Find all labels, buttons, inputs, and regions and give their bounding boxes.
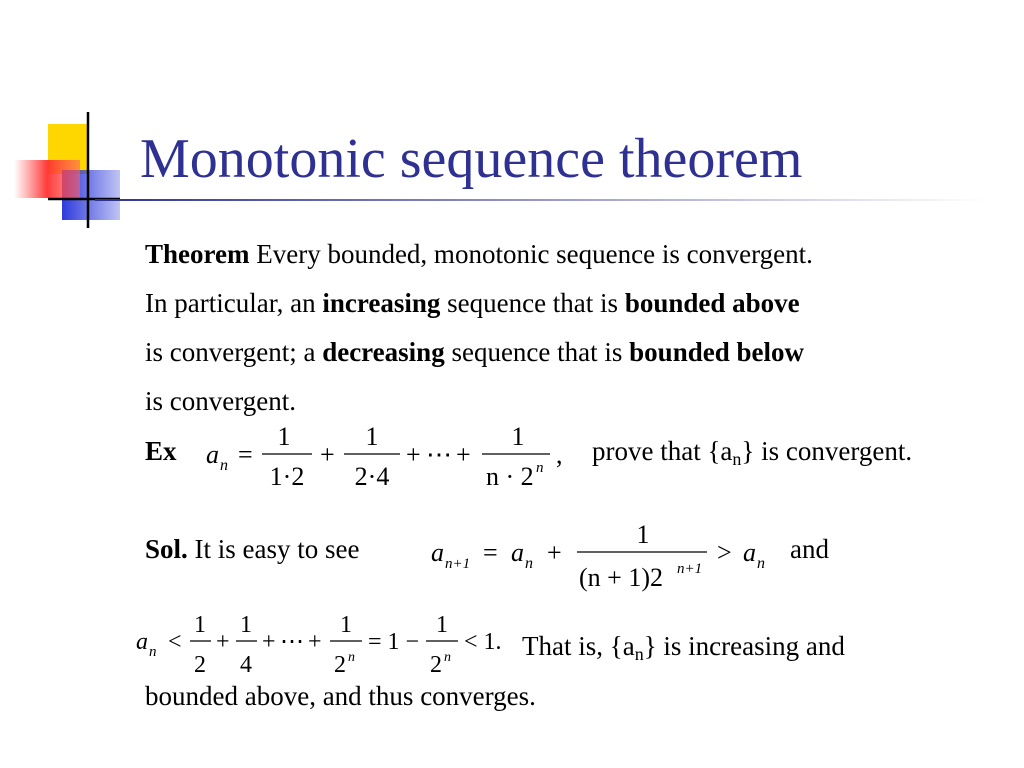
bound-f4-den: 2 (430, 652, 442, 678)
rec-frac-num: 1 (636, 520, 650, 549)
bound-plus-1: + (216, 629, 230, 655)
bound-f3-den: 2 (334, 652, 346, 678)
eq-plus-2: + (406, 440, 421, 469)
theorem-line-2-text: In particular, an (145, 288, 323, 318)
frac1-den: 1·2 (269, 462, 305, 491)
title-underline (95, 199, 985, 201)
rec-rhs-a: a (743, 538, 756, 567)
keyword-decreasing: decreasing (322, 337, 445, 367)
bound-f3-exp: n (348, 650, 355, 665)
eq-plus-3: + (456, 440, 471, 469)
bound-ellipsis: ⋯ (280, 629, 304, 655)
deco-red-bar (14, 160, 80, 198)
eq-ellipsis: ⋯ (426, 440, 452, 469)
theorem-line-4: is convergent. (145, 386, 296, 416)
bound-plus-3: + (308, 629, 322, 655)
bound-one-minus: = 1 − (368, 629, 420, 655)
bound-f4-exp: n (444, 650, 451, 665)
example-label: Ex (145, 436, 177, 466)
eq-a-sub: n (220, 457, 228, 474)
eq-equals: = (238, 440, 253, 469)
rec-an-sub: n (525, 555, 533, 572)
rec-frac-den: (n + 1)2 (579, 563, 663, 592)
keyword-bounded-below: bounded below (629, 337, 804, 367)
slide-title: Monotonic sequence theorem (140, 128, 803, 190)
bound-less-one: < 1. (464, 629, 502, 655)
equation-bound (130, 605, 520, 685)
eq-a: a (206, 440, 219, 469)
frac2-den: 2·4 (354, 462, 390, 491)
corner-decoration (0, 0, 140, 240)
theorem-line-1 (145, 238, 813, 270)
bound-f1-den: 2 (194, 652, 206, 678)
eq-plus-1: + (320, 440, 335, 469)
frac3-den-exp: n (536, 460, 544, 476)
solution-intro (145, 533, 359, 565)
bound-a-sub: n (149, 644, 157, 660)
solution-conclusion: bounded above, and thus converges. (145, 681, 536, 711)
bound-f4-num: 1 (436, 612, 448, 638)
bound-f2-num: 1 (240, 612, 252, 638)
eq-comma: , (556, 440, 563, 469)
bound-a: a (136, 629, 148, 655)
frac3-den: n · 2 (486, 462, 534, 491)
rec-a: a (431, 538, 444, 567)
theorem-line-3-mid: sequence that is (444, 337, 630, 367)
keyword-bounded-above: bounded above (624, 288, 800, 318)
bound-f3-num: 1 (340, 612, 352, 638)
bound-plus-2: + (262, 629, 276, 655)
rec-an: a (511, 538, 524, 567)
bound-f2-den: 4 (240, 652, 252, 678)
rec-a-sub: n+1 (445, 556, 471, 572)
theorem-line-3-text: is convergent; a (145, 337, 323, 367)
theorem-line-2-mid: sequence that is (440, 288, 625, 318)
rec-gt: > (717, 538, 732, 567)
frac1-num: 1 (277, 422, 291, 451)
solution-that-is: That is, $\{a_n\}$ is increasing and (522, 631, 845, 664)
bound-f1-num: 1 (194, 612, 206, 638)
example-statement: prove that $\{a_n\}$ is convergent. (592, 436, 913, 469)
rec-frac-den-exp: n+1 (677, 561, 703, 577)
rec-plus: + (547, 538, 562, 567)
solution-label: Sol. (145, 534, 188, 564)
keyword-increasing: increasing (322, 288, 441, 318)
theorem-line-3 (145, 336, 804, 368)
solution-intro-text: It is easy to see (194, 534, 360, 564)
equation-recurrence (425, 516, 775, 596)
theorem-line-2 (145, 287, 800, 319)
frac2-num: 1 (365, 422, 379, 451)
solution-and: and (790, 534, 829, 564)
equation-an-series (200, 418, 580, 498)
bound-lt: < (168, 629, 182, 655)
rec-rhs-sub: n (757, 555, 765, 572)
theorem-label: Theorem (145, 239, 250, 269)
frac3-num: 1 (511, 422, 525, 451)
theorem-statement: Every bounded, monotonic sequence is convergent. (256, 239, 813, 269)
rec-equals: = (483, 538, 498, 567)
